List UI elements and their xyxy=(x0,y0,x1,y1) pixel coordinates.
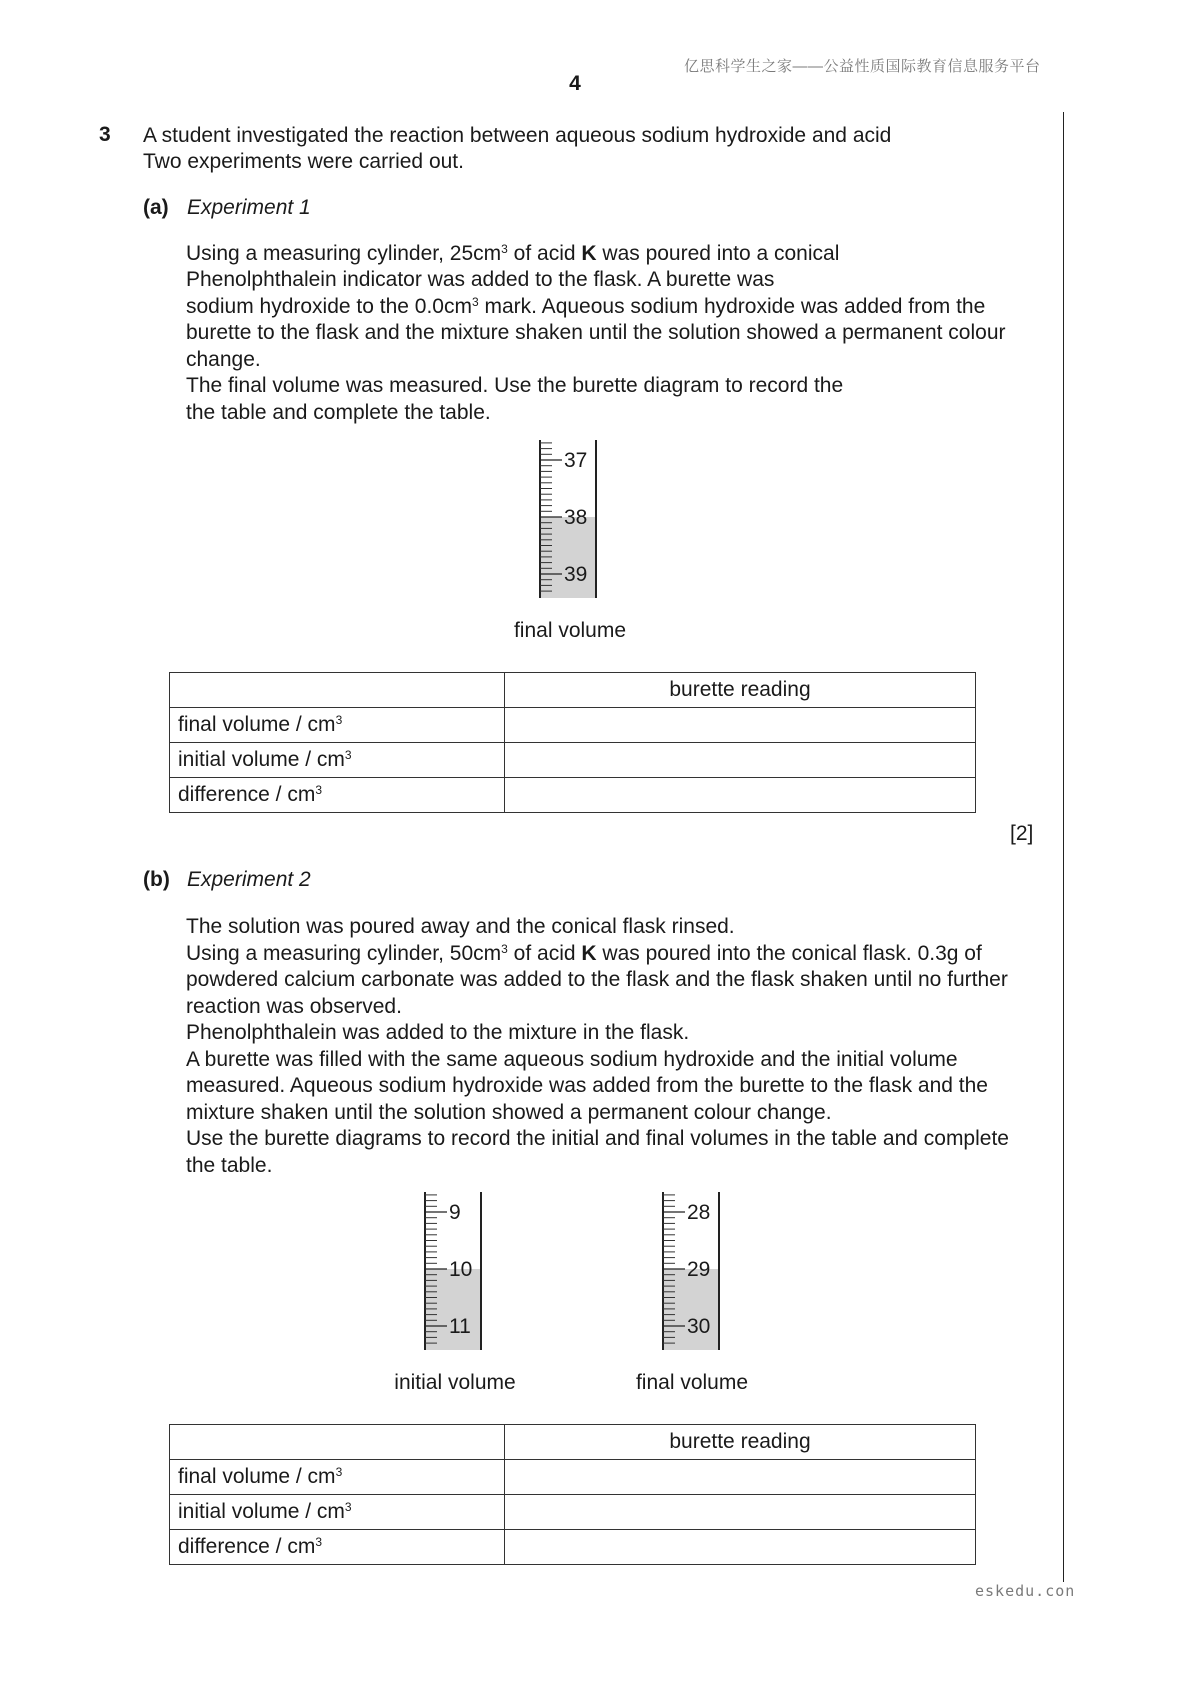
part-a-para-line: Phenolphthalein indicator was added to the flask. A burette was xyxy=(186,268,775,291)
part-b-para-line: powdered calcium carbonate was added to the flask and the flask shaken until no further xyxy=(186,968,1008,991)
table-row xyxy=(170,1530,976,1565)
watermark-footer: eskedu.con xyxy=(975,1582,1076,1600)
burette-svg xyxy=(421,1192,485,1350)
burette-diagram-a xyxy=(536,440,600,598)
part-a-para-line: the table and complete the table. xyxy=(186,401,491,424)
burette-caption-b-initial: initial volume xyxy=(394,1371,516,1394)
table-header-row xyxy=(170,1425,976,1460)
burette-scale-label: 37 xyxy=(564,449,588,472)
part-a-para-line: Using a measuring cylinder, $25cm^3$ of acid K was poured into a conical xyxy=(186,242,840,265)
results-table-b xyxy=(169,1424,976,1565)
table-row xyxy=(170,1495,976,1530)
margin-rule xyxy=(1063,112,1064,1582)
part-a-title: Experiment 1 xyxy=(187,196,311,219)
part-a-para-line: change. xyxy=(186,348,261,371)
page-number: 4 xyxy=(569,72,581,95)
burette-caption-a: final volume xyxy=(513,619,627,642)
burette-svg xyxy=(659,1192,723,1350)
part-b-para-line: the table. xyxy=(186,1154,273,1177)
burette-scale-label: 28 xyxy=(687,1201,711,1224)
burette-scale-label: 38 xyxy=(564,506,588,529)
burette-scale-label: 10 xyxy=(449,1258,473,1281)
part-a-para-line: burette to the flask and the mixture shaken until the solution showed a permanent colour xyxy=(186,321,1006,344)
question-intro-line: Two experiments were carried out. xyxy=(143,150,464,173)
part-a-label: (a) xyxy=(143,196,169,219)
table-header-cell: burette reading xyxy=(505,673,976,708)
row-label: initial volume / $cm^3$ xyxy=(170,743,505,778)
table-row xyxy=(170,1460,976,1495)
part-b-para-line: measured. Aqueous sodium hydroxide was added from the burette to the flask and the xyxy=(186,1074,988,1097)
burette-scale-label: 30 xyxy=(687,1315,711,1338)
reading-cell[interactable] xyxy=(505,708,976,743)
marks-allocation: [2] xyxy=(1010,822,1034,845)
part-a-para-line: sodium hydroxide to the $0.0cm^3$ mark. Aqueous sodium hydroxide was added from the xyxy=(186,295,986,318)
part-b-para-line: Phenolphthalein was added to the mixture in the flask. xyxy=(186,1021,690,1044)
table-row xyxy=(170,743,976,778)
reading-cell[interactable] xyxy=(505,778,976,813)
part-b-para-line: reaction was observed. xyxy=(186,995,402,1018)
part-b-title: Experiment 2 xyxy=(187,868,311,891)
row-label: final volume / $cm^3$ xyxy=(170,1460,505,1495)
part-b-para-line: mixture shaken until the solution showed a permanent colour change. xyxy=(186,1101,832,1124)
part-a-para-line: The final volume was measured. Use the burette diagram to record the xyxy=(186,374,844,397)
part-b-para-line: A burette was filled with the same aqueous sodium hydroxide and the initial volume xyxy=(186,1048,958,1071)
watermark-header: 亿思科学生之家——公益性质国际教育信息服务平台 xyxy=(684,58,1041,75)
row-label: difference / $cm^3$ xyxy=(170,1530,505,1565)
burette-diagram-b-final xyxy=(659,1192,723,1350)
burette-diagram-b-initial xyxy=(421,1192,485,1350)
table-header-cell: burette reading xyxy=(505,1425,976,1460)
part-b-label: (b) xyxy=(143,868,170,891)
part-b-para-line: Use the burette diagrams to record the initial and final volumes in the table and complete xyxy=(186,1127,1009,1150)
row-label: difference / $cm^3$ xyxy=(170,778,505,813)
row-label: final volume / $cm^3$ xyxy=(170,708,505,743)
question-intro-line: A student investigated the reaction between aqueous sodium hydroxide and acid xyxy=(143,124,892,147)
table-row xyxy=(170,708,976,743)
results-table-a xyxy=(169,672,976,813)
reading-cell[interactable] xyxy=(505,743,976,778)
row-label: initial volume / $cm^3$ xyxy=(170,1495,505,1530)
table-header-row xyxy=(170,673,976,708)
burette-scale-label: 9 xyxy=(449,1201,461,1224)
burette-scale-label: 39 xyxy=(564,563,588,586)
question-number: 3 xyxy=(99,123,111,146)
part-b-para-line: Using a measuring cylinder, $50cm^3$ of acid K was poured into the conical flask. 0.3g of xyxy=(186,942,982,965)
burette-svg xyxy=(536,440,600,598)
burette-scale-label: 11 xyxy=(449,1315,471,1338)
reading-cell[interactable] xyxy=(505,1495,976,1530)
reading-cell[interactable] xyxy=(505,1530,976,1565)
reading-cell[interactable] xyxy=(505,1460,976,1495)
burette-scale-label: 29 xyxy=(687,1258,711,1281)
table-header-cell xyxy=(170,1425,505,1460)
part-b-para-line: The solution was poured away and the conical flask rinsed. xyxy=(186,915,735,938)
burette-caption-b-final: final volume xyxy=(635,1371,749,1394)
table-header-cell xyxy=(170,673,505,708)
table-row xyxy=(170,778,976,813)
